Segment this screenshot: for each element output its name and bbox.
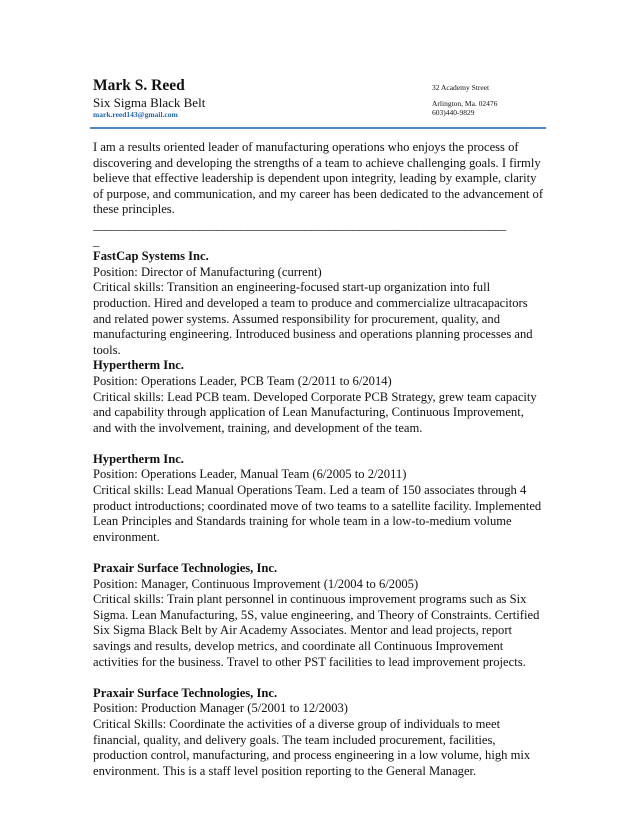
job-entry (93, 561, 545, 670)
job-entry (93, 686, 545, 780)
address-street: 32 Academy Street (432, 83, 490, 92)
candidate-name: Mark S. Reed (93, 77, 185, 94)
job-skills: Critical skills: Lead PCB team. Developed Corporate PCB Strategy, grew team capacity and capability through application of Lean Manufacturing, Continuous Improvement, and with the involvement, training, and development of the team. (93, 389, 537, 435)
spacer (93, 545, 545, 561)
job-position: Position: Production Manager (5/2001 to 12/2003) (93, 701, 349, 716)
job-skills: Critical skills: Train plant personnel in continuous improvement programs such as Six Sigma. Lean Manufacturing, 5S, value engineering, and Theory of Constraints. Certified Six Sigma Black Belt by Air Academy Associates. Mentor and lead projects, report savings and results, develop metrics, and coordinate all Continuous Improvement activities for the business. Travel to other PST facilities to lead improvement projects. (93, 592, 540, 669)
job-skills: Critical skills: Lead Manual Operations Team. Led a team of 150 associates through 4 product introductions; coordinated move of two teams to a satellite facility. Implemented Lean Principles and Standards training for whole team in a low-to-medium volume environment. (93, 483, 542, 544)
candidate-title: Six Sigma Black Belt (93, 95, 206, 110)
company-name: Hypertherm Inc. (93, 451, 184, 466)
job-position: Position: Operations Leader, Manual Team (6/2005 to 2/2011) (93, 467, 407, 482)
resume-body (93, 140, 545, 779)
address-city: Arlington, Ma. 02476 (432, 99, 498, 108)
job-skills: Critical Skills: Coordinate the activities of a diverse group of individuals to meet financial, quality, and delivery goals. The team included procurement, facilities, production control, manufacturing, and process engineering in a low volume, high mix environment. This is a staff level position reporting to the General Manager. (93, 716, 531, 778)
spacer (93, 436, 545, 452)
separator-line: ______________________________________________________________________ (93, 217, 506, 232)
spacer (93, 670, 545, 686)
email-link[interactable]: mark.reed143@gmail.com (93, 110, 178, 119)
company-name: Hypertherm Inc. (93, 358, 184, 373)
job-entry (93, 358, 545, 436)
phone-number: 603)440-9829 (432, 108, 475, 117)
header-divider (90, 127, 546, 129)
company-name: Praxair Surface Technologies, Inc. (93, 685, 278, 700)
job-position: Position: Director of Manufacturing (current) (93, 264, 322, 279)
job-entry (93, 452, 545, 546)
job-skills: Critical skills: Transition an engineering-focused start-up organization into full production. Hired and developed a team to produce and commercialize ultracapacitors and related power systems. Assumed responsibility for procurement, quality, and manufacturing engineering. Introduced business and operations planning processes and tools. (93, 280, 533, 357)
company-name: FastCap Systems Inc. (93, 249, 209, 264)
job-position: Position: Manager, Continuous Improvement (1/2004 to 6/2005) (93, 576, 419, 591)
job-position: Position: Operations Leader, PCB Team (2/2011 to 6/2014) (93, 373, 392, 388)
company-name: Praxair Surface Technologies, Inc. (93, 561, 278, 576)
separator-tail: _ (93, 233, 100, 248)
job-entry (93, 249, 545, 358)
summary-paragraph: I am a results oriented leader of manufacturing operations who enjoys the process of discovering and developing the strengths of a team to achieve challenging goals. I firmly believe that effective leadership is dependent upon integrity, leading by example, clarity of purpose, and communication, and my career has been dedicated to the advancement of these principles. (93, 140, 544, 217)
